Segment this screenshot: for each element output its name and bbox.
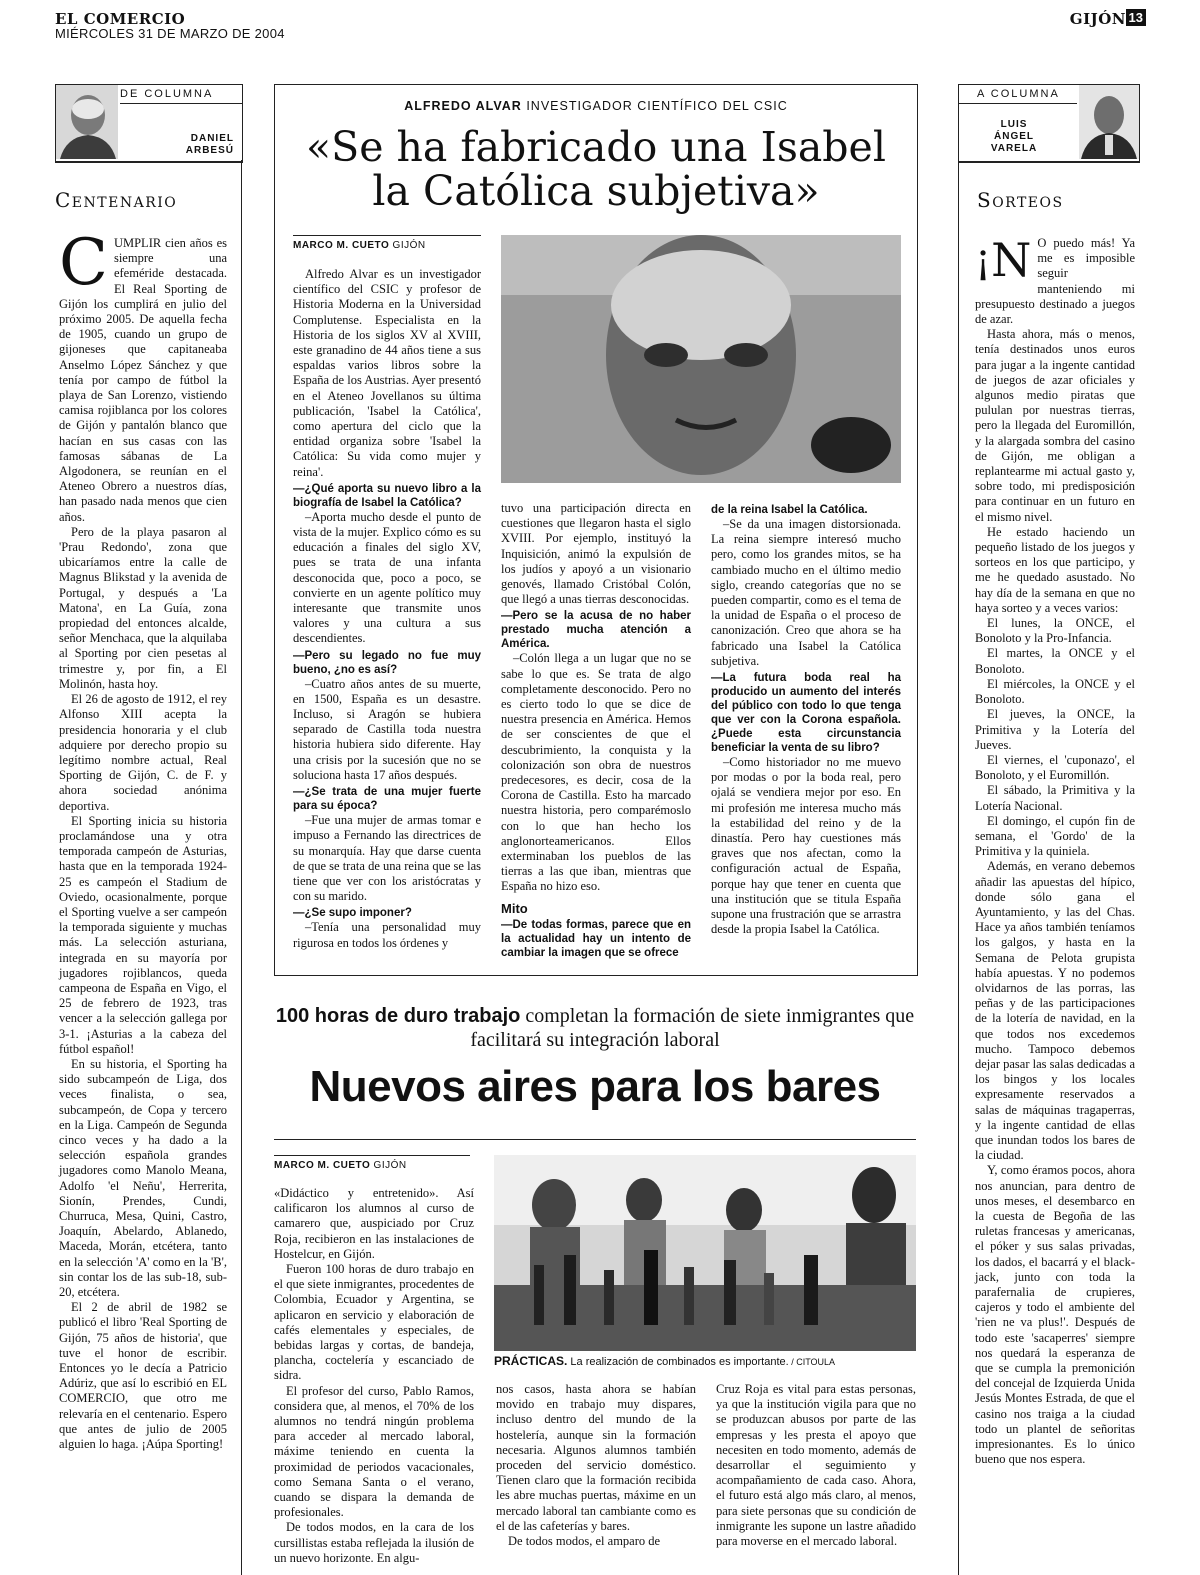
- headline-line-1: «Se ha fabricado una Isabel: [306, 123, 886, 171]
- paragraph: –Colón llega a un lugar que no se sabe lo que es. Se trata de algo completamente desconocido. Pero no es cierto todo lo que se dice de nuestra presencia en América. Hemos de ser conscientes de que el descubrimiento, la conquista y la colonización son obra de nuestros predecesores, es decir, cosa de la Corona de Castilla. Esto ha marcado nuestra historia, pero comparémoslo con lo que han hecho los anglonorteamericanos. Ellos exterminaban los pueblos de las tierras a las que iban, mientras que España no hizo eso.: [501, 651, 691, 894]
- left-column-body: [59, 226, 227, 1452]
- paragraph: El lunes, la ONCE, el Bonoloto y la Pro-Infancia.: [975, 616, 1135, 646]
- paragraph: –Cuatro años antes de su muerte, en 1500, España es un desastre. Incluso, si Aragón se hubiera separado de Castilla toda nuestra historia hubiera sido diferente. Hay una crisis por la sucesión que no se soluciona hasta 17 años después.: [293, 676, 481, 782]
- paragraph: –Aporta mucho desde el punto de vista de la mujer. Explico cómo es su educación a finales del siglo XV, pues se trata de una infanta desconocida que, poco a poco, se convierte en un agente político muy interesante que transmite unos valores y una cultura a sus descendientes.: [293, 509, 481, 646]
- bartending-class-photo: [494, 1155, 916, 1351]
- paragraph: Además, en verano debemos añadir las apuestas del hípico, donde sólo gana el Ayuntamiento, y las del Chas. Hace ya años también teníamos los galgos, y hasta en la Semana de Pelota grupista había apuestas. Y no podemos olvidarnos de las porras, las peñas y de las participaciones de la lotería de navidad, en la que todos nos excedemos mucho. Tampoco debemos dejar pasar las salas dedicadas a los bingos y los locales expresamente reservados a salas de máquinas tragaperras, y la ingente cantidad de ellas que inundan todos los bares de la ciudad.: [975, 859, 1135, 1163]
- paragraph: El Sporting inicia su historia proclamándose una y otra temporada campeón de Asturias, hasta que en la temporada 1924-25 es campeón el Stadium de Oviedo, ocasionalmente, porque el Sporting vuelve a ser campeón la temporada siguiente y muchas más. La selección asturiana, integrada en su mayoría por jugadores rojiblancos, queda campeona de España en Vigo, el 25 de febrero de 1923, tras vencer a la selección gallega por 3-1. ¡Asturias a la cabeza del fútbol español!: [59, 813, 227, 1056]
- interview-column-3: [711, 501, 901, 937]
- drop-cap: C: [59, 226, 108, 300]
- columnist-name-right: [979, 119, 1049, 155]
- portrait-icon: [501, 235, 901, 483]
- drop-cap-open: ¡: [975, 237, 992, 283]
- column-title: Sorteos: [977, 188, 1064, 212]
- page-number: 13: [1126, 9, 1146, 26]
- paragraph: Fueron 100 horas de duro trabajo en el que siete inmigrantes, procedentes de Colombia, Ecuador y Argentina, se aplicaron en servicio y elaboración de cafés elementales y especiales, de bebidas largas y cortas, de bandeja, plancha, coctelería y escanciado de sidra.: [274, 1262, 474, 1383]
- issue-date: MIÉRCOLES 31 DE MARZO DE 2004: [55, 26, 285, 41]
- divider: [274, 1139, 916, 1140]
- paragraph: El domingo, el cupón fin de semana, el 'Gordo' de la Primitiva y la quiniela.: [975, 813, 1135, 859]
- drop-cap: N: [991, 233, 1032, 287]
- byline-name: MARCO M. CUETO: [274, 1160, 371, 1171]
- columnist-first-name: DANIEL: [190, 133, 234, 144]
- interview-question: —¿Se trata de una mujer fuerte para su época?: [293, 786, 481, 813]
- paragraph: El sábado, la Primitiva y la Lotería Nacional.: [975, 783, 1135, 813]
- interview-question: —La futura boda real ha producido un aumento del interés del público con todo lo que tenga que ver con la Corona española. ¿Puede esta circunstancia beneficiar la venta de su libro?: [711, 672, 901, 755]
- paragraph: –Fue una mujer de armas tomar e impuso a Fernando las directrices de su monarquía. Hay que darse cuenta de que se trata de una reina que se las tiene que ver con los aristócratas y con su marido.: [293, 813, 481, 904]
- left-column-frame: [55, 160, 242, 1575]
- right-column-body: [975, 233, 1135, 1467]
- interview-question: —Pero su legado no fue muy bueno, ¿no es así?: [293, 649, 481, 676]
- interviewee-role: INVESTIGADOR CIENTÍFICO DEL CSIC: [526, 99, 788, 113]
- interview-question: —¿Qué aporta su nuevo libro a la biografía de Isabel la Católica?: [293, 482, 481, 509]
- paragraph: El viernes, el 'cuponazo', el Bonoloto, y el Euromillón.: [975, 752, 1135, 783]
- interview-question: —¿Se supo imponer?: [293, 907, 412, 920]
- columnist-name-left: [186, 133, 234, 157]
- paragraph: UMPLIR cien años es siempre una efeméride destacada. El Real Sporting de Gijón los cumplirá en julio del próximo 2005. De aquella fecha de 1905, cuando un grupo de gijoneses que capitaneaba Anselmo López Sánchez y que tenía por campo de fútbol la playa de San Lorenzo, vistiendo camisa rojiblanca por los colores de Gijón y pantalón blanco que hacían en sus casas con las famosas sábanas de La Algodonera, se reunían en el Ateneo Obrero a nuestros días, han pasado nada menos que cien años.: [59, 236, 227, 524]
- interviewee-name: ALFREDO ALVAR: [404, 99, 522, 113]
- paragraph: De todos modos, en la cara de los cursillistas estaba reflejada la ilusión de un nuevo horizonte. En algu-: [274, 1520, 474, 1565]
- caption-text: La realización de combinados es importante.: [567, 1356, 789, 1368]
- bares-column-2: [496, 1382, 696, 1549]
- column-tag: A COLUMNA: [977, 88, 1060, 100]
- interview-byline: [293, 235, 481, 251]
- bares-column-3: [716, 1382, 916, 1549]
- paragraph: El jueves, la ONCE, la Primitiva y la Lotería del Jueves.: [975, 707, 1135, 752]
- byline-place: GIJÓN: [392, 240, 426, 251]
- right-column-frame: [958, 160, 1139, 1575]
- interview-question: —Pero se la acusa de no haber prestado mucha atención a América.: [501, 610, 691, 651]
- paragraph: Pero de la playa pasaron al 'Prau Redondo', zona que ubicaríamos entre la calle de Magnus Blikstad y la avenida de Portugal, y después a 'La Matona', en La Guía, zona propiedad del entonces alcalde, señor Menchaca, que la alquilaba al Sporting por cien pesetas al trimestre y, por fin, a El Molinón, hasta hoy.: [59, 524, 227, 691]
- paragraph: –Tenía una personalidad muy rigurosa en todos los órdenes y: [293, 920, 481, 950]
- bares-byline: [274, 1155, 470, 1171]
- interview-column-1: [293, 267, 481, 951]
- paragraph: El miércoles, la ONCE y el Bonoloto.: [975, 676, 1135, 707]
- paragraph: En su historia, el Sporting ha sido subcampeón de Liga, dos veces finalista, o sea, subcampeón, de Copa y tercero en la Liga. Campeón de Segunda cinco veces y ha dado a la selección española grandes jugadores como Manolo Meana, Adolfo 'el Neñu', Herrerita, Sionín, Prendes, Cundi, Churruca, Mesa, Quini, Castro, Joaquín, Abelardo, Ablanedo, Maceda, Morán, etcétera, tanto en la selección 'A' como en la 'B', sin contar los de las sub-18, sub-20, etcétera.: [59, 1056, 227, 1300]
- paragraph: Y, como éramos pocos, ahora nos anuncian, para dentro de unos meses, el desembarco en la cuesta de Begoña de las ruletas francesas y americanas, el póker y sus salas privadas, los dados, el bacarrá y el black-jack, junto con toda la parafernalia de crupieres, cajeros y todo el ambiente del 'rien ne va plus!'. Después de todo este 'sacaperres' siempre nos quedará la esperanza de que se cumpla la premonición del concejal de Izquierda Unida Jesús Montes Estrada, de que el casino nos traiga a la ciudad todo un plantel de señoritas impresionantes. Es lo único bueno que nos espera.: [975, 1163, 1135, 1467]
- paragraph: El 26 de agosto de 1912, el rey Alfonso XIII acepta la presidencia honoraria y el club adquiere por derecho propio su legítimo nombre actual, Real Sporting de Gijón, C. de F. y ahora sociedad anónima deportiva.: [59, 692, 227, 813]
- bares-column-1: [274, 1186, 474, 1566]
- headline-line-2: la Católica subjetiva»: [372, 167, 820, 215]
- paragraph: Hasta ahora, más o menos, tenía destinados unos euros para jugar a la ingente cantidad de juegos de azar oficiales y algunos medio piratas que pululan por nuestras tierras, pero la llegada del Euromillón, y la alargada sombra del casino de Gijón, me obligan a replantearme mi actual gasto y, sobre todo, mi predisposición para continuar en un futuro en el mismo nivel.: [975, 327, 1135, 524]
- column-tag: DE COLUMNA: [120, 88, 214, 100]
- paragraph: nos casos, hasta ahora se habían movido en trabajo muy dispares, incluso dentro del mundo de la hostelería, aunque sin la formación necesaria. Algunos alumnos también proceden del servicio doméstico. Tienen claro que la formación recibida les abre muchas puertas, máxime en un mercado laboral tan cambiante como es el de las cafeterías y bares.: [496, 1382, 696, 1533]
- paragraph: El 2 de abril de 1982 se publicó el libro 'Real Sporting de Gijón, 75 años de historia', que tuve el honor de escribir. Entonces yo le decía a Patricio Adúriz, que así lo escribió en EL COMERCIO, que otro me relevaría en el centenario. Espero que antes de julio de 2005 alguien lo haga. ¡Aúpa Sporting!: [59, 1300, 227, 1452]
- paragraph: Cruz Roja es vital para estas personas, ya que la institución vigila para que no se produzcan abusos por parte de las empresas y les presta el apoyo que necesiten en todo momento, además de desarrollar el seguimiento y acompañamiento de cada caso. Ahora, el futuro está algo más claro, al menos, para siete personas que su condición de inmigrante les supone un lastre añadido para moverse en el mercado laboral.: [716, 1382, 916, 1549]
- left-column-header: [55, 84, 243, 163]
- publication-name: EL COMERCIO: [55, 10, 186, 28]
- interview-kicker: [275, 99, 917, 113]
- columnist-first-name: LUIS: [1000, 119, 1028, 130]
- paragraph: De todos modos, el amparo de: [508, 1534, 661, 1549]
- caption-credit: / CITOULA: [788, 1357, 836, 1367]
- paragraph: «Didáctico y entretenido». Así calificaron los alumnos al curso de camarero que, auspiciado por Cruz Roja, recibieron en las instalaciones de Hostelcur, en Gijón.: [274, 1186, 474, 1261]
- interview-article: [274, 84, 918, 976]
- interview-question: de la reina Isabel la Católica.: [711, 504, 868, 516]
- portrait-icon: [56, 85, 118, 159]
- paragraph: El martes, la ONCE y el Bonoloto.: [975, 646, 1135, 676]
- section-name: GIJÓN: [1069, 10, 1126, 28]
- paragraph: Alfredo Alvar es un investigador científico del CSIC y profesor de Historia Moderna en la Universidad Complutense. Especialista en la Historia de los siglos XV al XVIII, este granadino de 44 años tiene a sus espaldas varios libros sobre la España de los Austrias. Ayer presentó en el Ateneo Jovellanos su última publicación, 'Isabel la Católica', como apertura del ciclo que la entidad organiza sobre 'Isabel la Católica: Su vida como mujer y reina'.: [293, 267, 481, 479]
- caption-label: PRÁCTICAS.: [494, 1354, 568, 1368]
- subheading: Mito: [501, 900, 528, 916]
- kicker-bold: 100 horas de duro trabajo: [275, 1005, 521, 1027]
- paragraph: El profesor del curso, Pablo Ramos, considera que, al menos, el 70% de los alumnos no tendrá ningún problema para acceder al mercado laboral, máxime teniendo en cuenta la proximidad de periodos vacacionales, como Semana Santa o el verano, cuando se dispara la demanda de profesionales.: [274, 1383, 474, 1520]
- bares-kicker: [274, 1004, 916, 1052]
- columnist-photo-right: [1079, 85, 1139, 159]
- photo-caption: [494, 1354, 924, 1368]
- bares-photo: [494, 1155, 916, 1351]
- right-column-header: [958, 84, 1140, 163]
- interview-column-2: [501, 501, 691, 960]
- byline-place: GIJÓN: [373, 1160, 407, 1171]
- bares-headline: Nuevos aires para los bares: [309, 1062, 881, 1111]
- columnist-last-name: VARELA: [990, 143, 1038, 154]
- interviewee-photo: [501, 235, 901, 483]
- columnist-photo-left: [56, 85, 118, 159]
- column-title: Centenario: [55, 188, 178, 212]
- columnist-middle-name: ÁNGEL: [994, 131, 1034, 142]
- interview-headline: [275, 125, 917, 213]
- interview-question: —De todas formas, parece que en la actualidad hay un intento de cambiar la imagen que se ofrece: [501, 918, 691, 959]
- paragraph: tuvo una participación directa en cuestiones que llegaron hasta el siglo XVIII. Por ejemplo, instituyó la Inquisición, animó la expulsión de los judíos y apoyó a un visionario genovés, llamado Cristóbal Colón, que llegó a unas tierras desconocidas.: [501, 501, 691, 607]
- columnist-last-name: ARBESÚ: [185, 145, 234, 156]
- paragraph: O puedo más! Ya me es imposible seguir manteniendo mi presupuesto destinado a juegos de azar.: [975, 236, 1135, 327]
- paragraph: –Como historiador no me muevo por modas o por la boda real, pero ojalá se vendiera mejor por eso. En mi profesión me interesa mucho más la estabilidad del reino y de la dinastía. Pero hay cuestiones más graves que nos afectan, como la configuración actual de España, porque hay que tener en cuenta que una institución que se titula España supone una frustración que se arrastra desde la propia Isabel la Católica.: [711, 755, 901, 937]
- byline-name: MARCO M. CUETO: [293, 240, 390, 251]
- portrait-icon: [1079, 85, 1139, 159]
- paragraph: He estado haciendo un pequeño listado de los juegos y sorteos en los que participo, y me he quedado asustado. No hay día de la semana en que no haya sorteo y a veces varios:: [975, 524, 1135, 615]
- kicker-rest: completan la formación de siete inmigrantes que facilitará su integración laboral: [470, 1005, 915, 1051]
- paragraph: –Se da una imagen distorsionada. La reina siempre interesó mucho pero, como los grandes mitos, se ha cambiado mucho en el último medio siglo, creando categorías que no se pueden compartir, como es el tema de la unidad de España o el proceso de canonización. Creo que ahora se ha fabricado una Isabel la Católica subjetiva.: [711, 517, 901, 668]
